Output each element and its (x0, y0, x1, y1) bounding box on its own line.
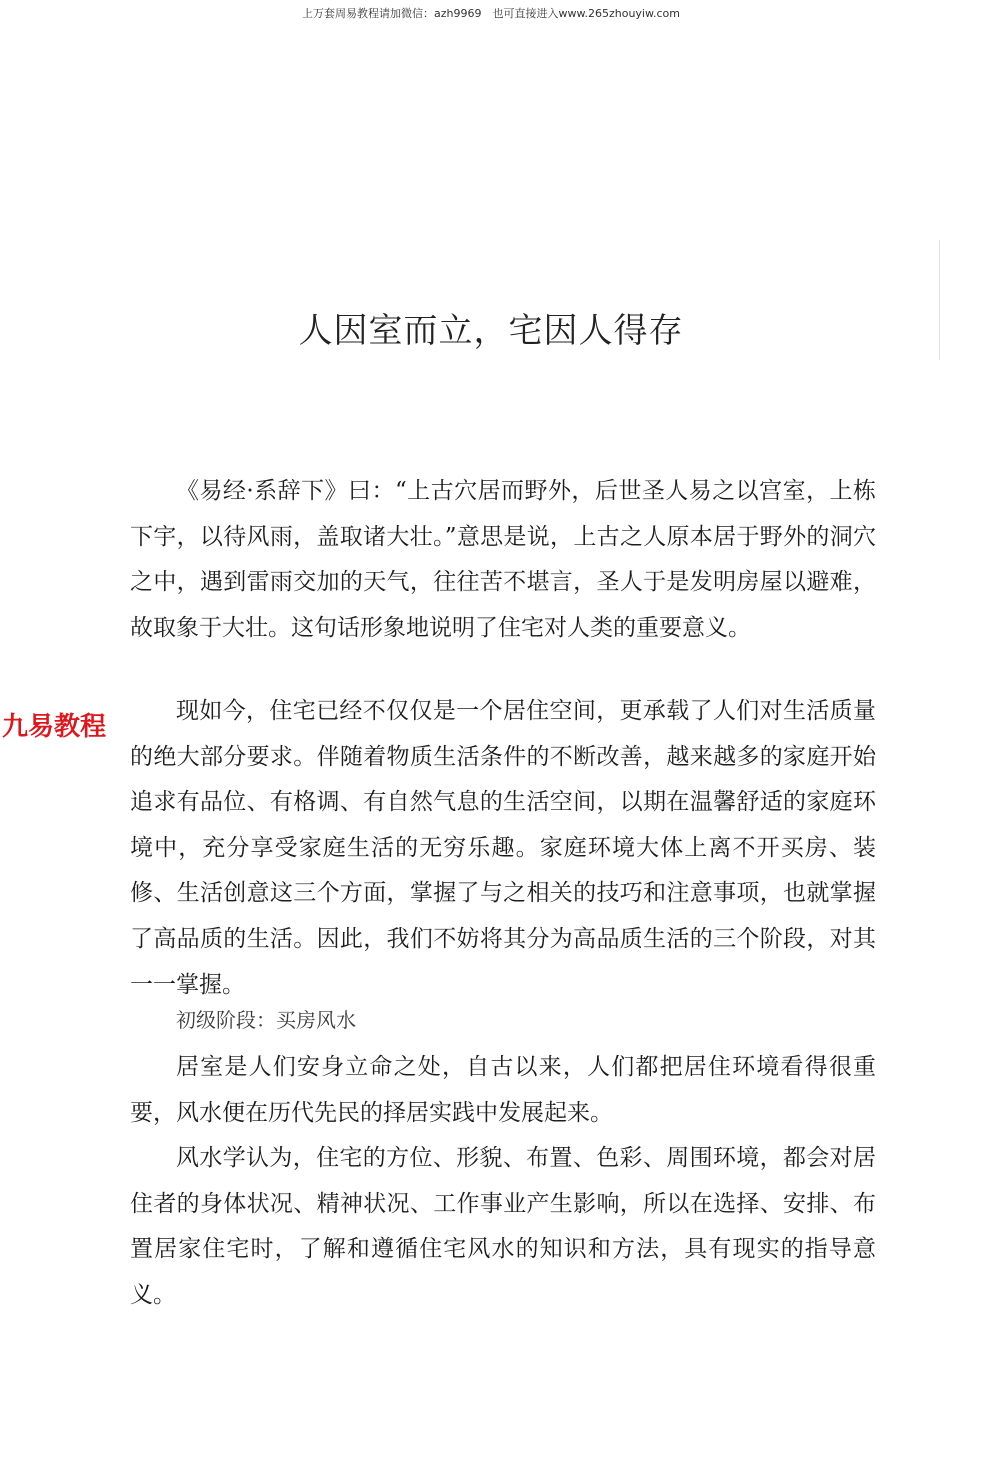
watermark-logo-text: 九易教程 (2, 712, 107, 742)
header-promo-note: 上万套周易教程请加微信：azh9969 也可直接进入www.265zhouyiw.com (302, 7, 680, 20)
chapter-title: 人因室而立，宅因人得存 (298, 311, 684, 351)
body-paragraph-2: 现如今，住宅已经不仅仅是一个居住空间，更承载了人们对生活质量的绝大部分要求。伴随着物质生活条件的不断改善，越来越多的家庭开始追求有品位、有格调、有自然气息的生活空间，以期在温馨舒适的家庭环境中，充分享受家庭生活的无穷乐趣。家庭环境大体上离不开买房、装修、生活创意这三个方面，掌握了与之相关的技巧和注意事项，也就掌握了高品质的生活。因此，我们不妨将其分为高品质生活的三个阶段，对其一一掌握。 (130, 698, 876, 998)
body-paragraph-4: 风水学认为，住宅的方位、形貌、布置、色彩、周围环境，都会对居住者的身体状况、精神状况、工作事业产生影响，所以在选择、安排、布置居家住宅时，了解和遵循住宅风水的知识和方法，具有现实的指导意义。 (130, 1145, 876, 1308)
section-subheading: 初级阶段：买房风水 (176, 1008, 356, 1032)
body-paragraph-1: 《易经·系辞下》曰：“上古穴居而野外，后世圣人易之以宫室，上栋下宇，以待风雨，盖取诸大壮。”意思是说，上古之人原本居于野外的洞穴之中，遇到雷雨交加的天气，往往苦不堪言，圣人于是发明房屋以避难，故取象于大壮。这句话形象地说明了住宅对人类的重要意义。 (130, 478, 876, 641)
body-paragraph-3: 居室是人们安身立命之处，自古以来，人们都把居住环境看得很重要，风水便在历代先民的择居实践中发展起来。 (130, 1054, 876, 1126)
